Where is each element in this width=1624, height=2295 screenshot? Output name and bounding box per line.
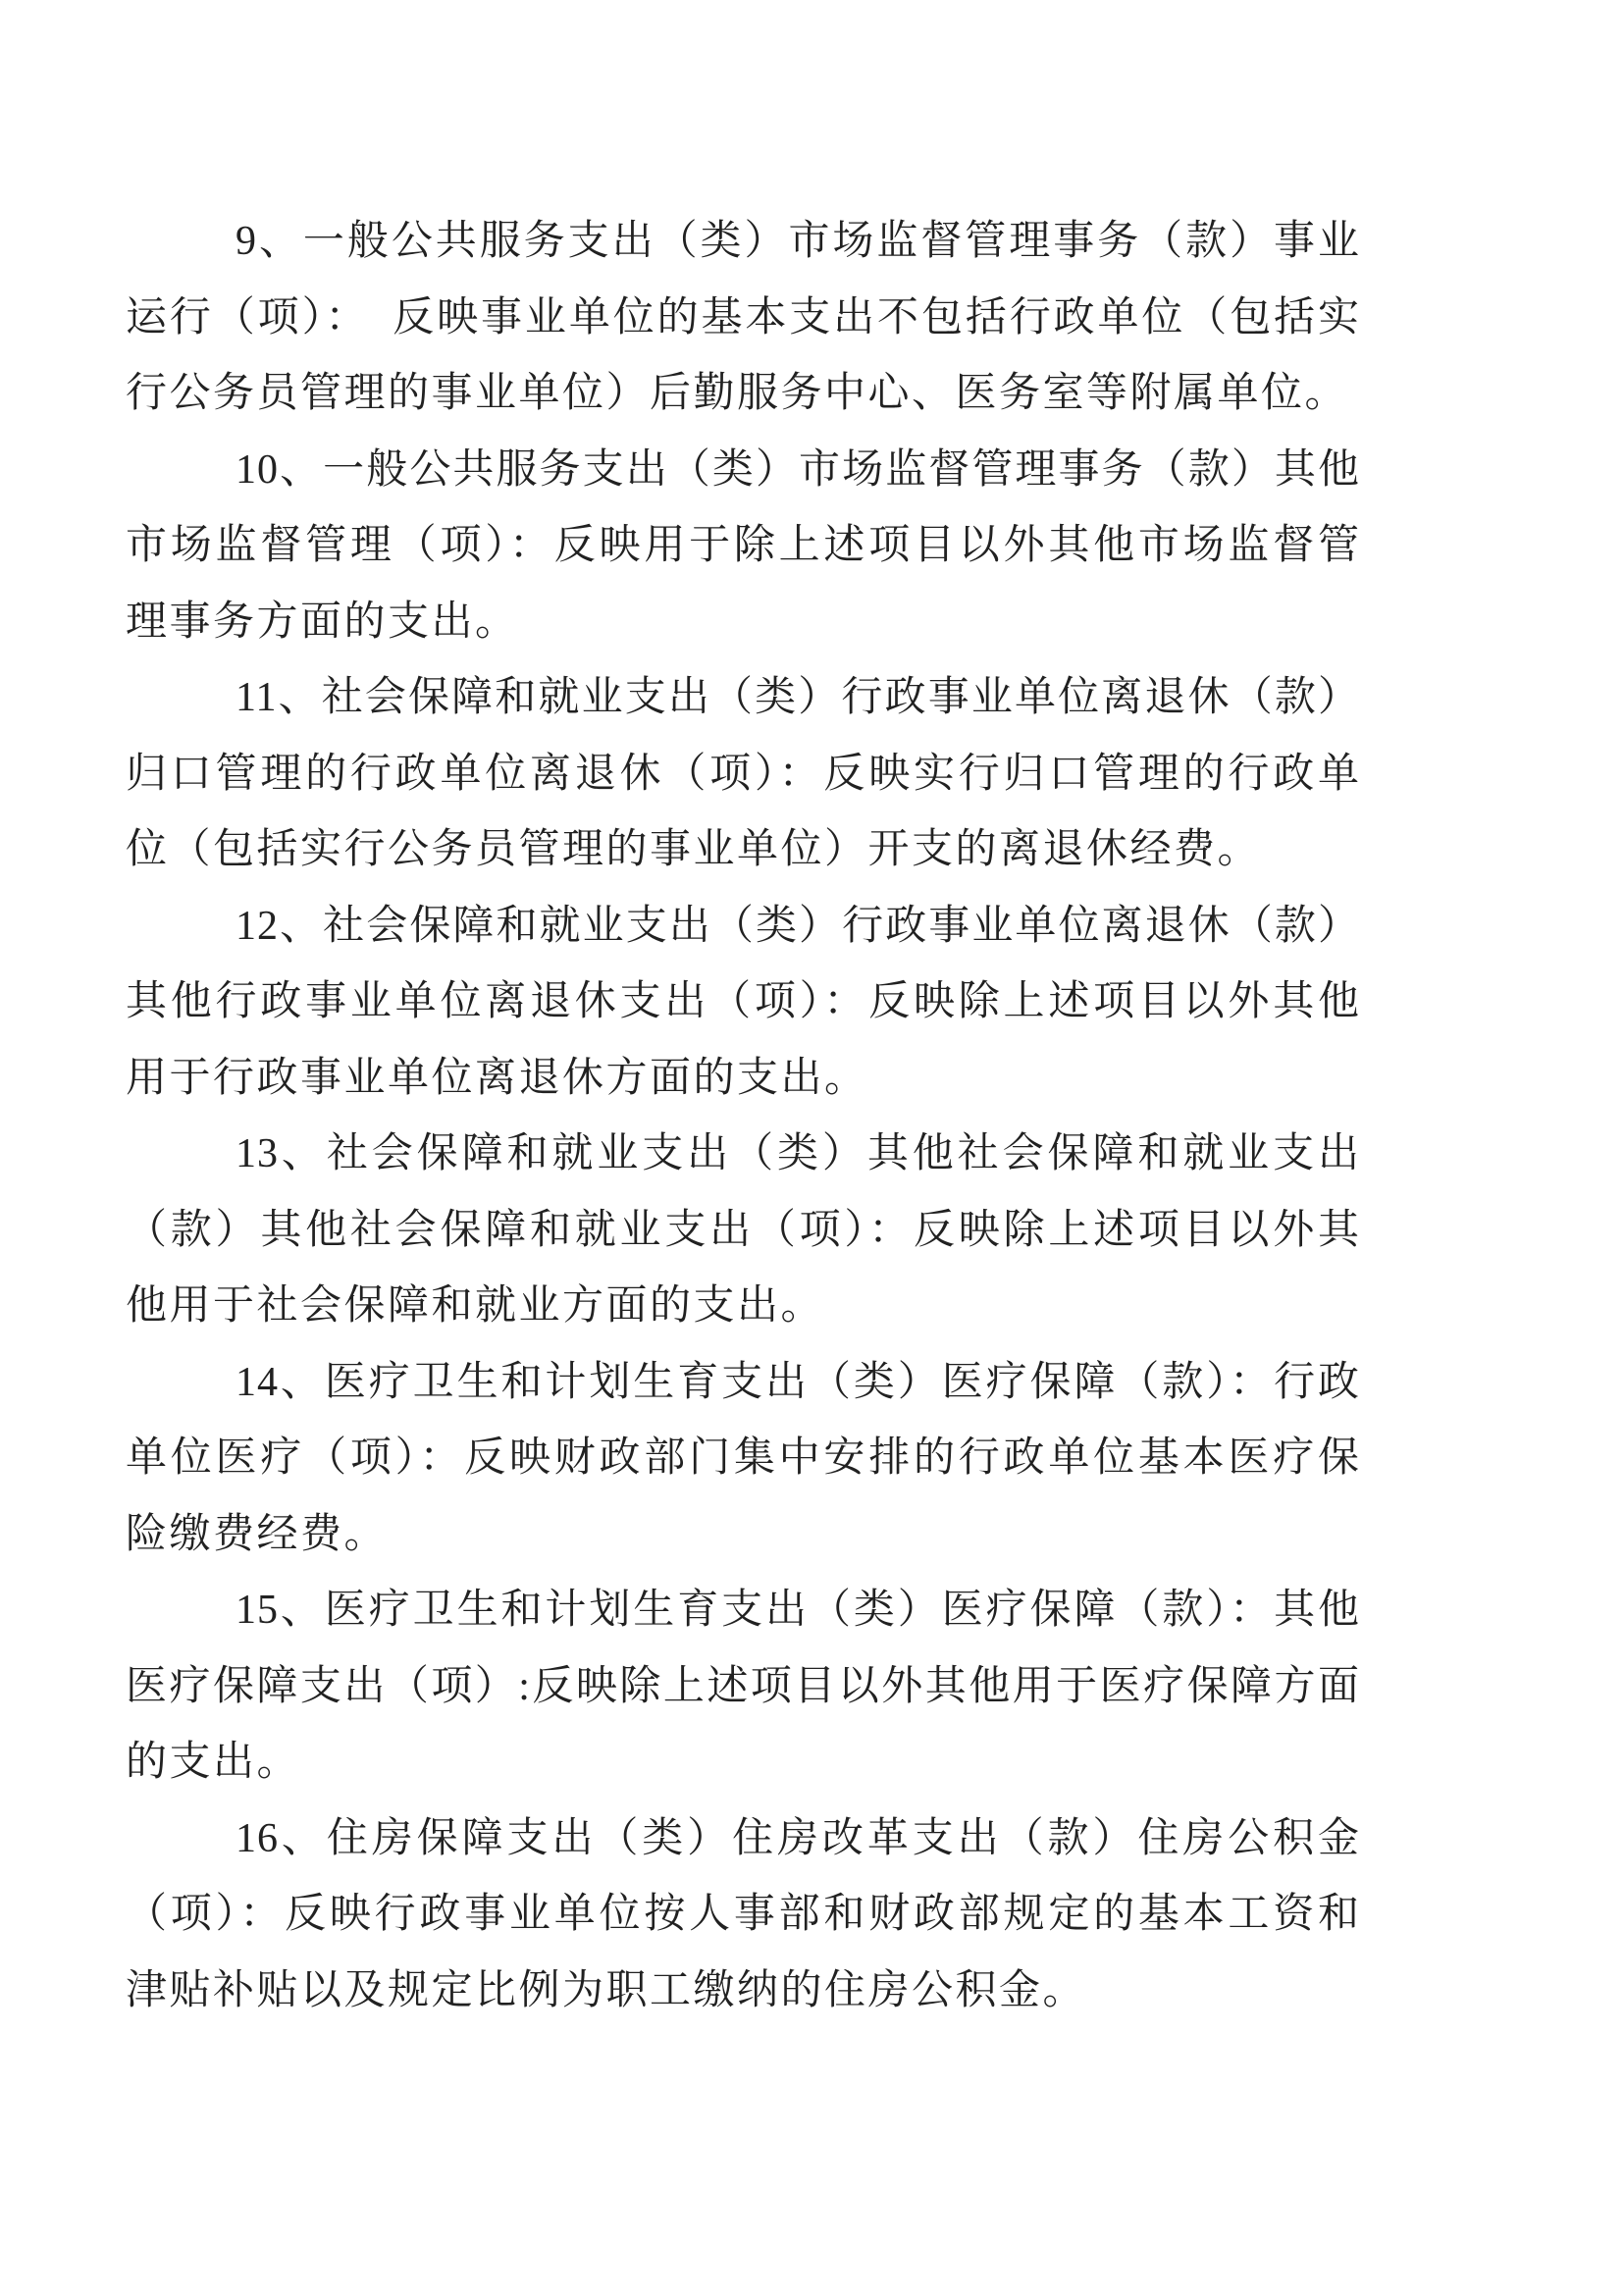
text-line: 11、社会保障和就业支出（类）行政事业单位离退休（款） — [236, 675, 1360, 720]
text-line: 单位医疗（项）：反映财政部门集中安排的行政单位基本医疗保 — [126, 1435, 1360, 1481]
text-line: 14、医疗卫生和计划生育支出（类）医疗保障（款）：行政 — [236, 1359, 1360, 1405]
text-line: 归口管理的行政单位离退休（项）：反映实行归口管理的行政单 — [126, 751, 1360, 797]
text-line: 其他行政事业单位离退休支出（项）：反映除上述项目以外其他 — [126, 979, 1360, 1024]
text-line: （项）：反映行政事业单位按人事部和财政部规定的基本工资和 — [126, 1892, 1360, 1937]
paragraph — [126, 660, 1360, 889]
text-line: 他用于社会保障和就业方面的支出。 — [126, 1283, 825, 1329]
text-line: 险缴费经费。 — [126, 1511, 389, 1557]
text-line: 9、一般公共服务支出（类）市场监督管理事务（款）事业 — [236, 219, 1360, 264]
text-line: 医疗保障支出（项）:反映除上述项目以外其他用于医疗保障方面 — [126, 1663, 1360, 1709]
paragraph — [126, 889, 1360, 1118]
text-line: 的支出。 — [126, 1740, 301, 1785]
text-line: 津贴补贴以及规定比例为职工缴纳的住房公积金。 — [126, 1967, 1087, 2013]
text-line: 13、社会保障和就业支出（类）其他社会保障和就业支出 — [236, 1131, 1360, 1176]
text-line: （款）其他社会保障和就业支出（项）：反映除上述项目以外其 — [126, 1207, 1360, 1253]
document-text-block — [126, 204, 1360, 2029]
text-line: 市场监督管理（项）：反映用于除上述项目以外其他市场监督管 — [126, 523, 1360, 568]
text-line: 行公务员管理的事业单位）后勤服务中心、医务室等附属单位。 — [126, 371, 1349, 416]
text-line: 12、社会保障和就业支出（类）行政事业单位离退休（款） — [236, 903, 1360, 949]
text-line: 理事务方面的支出。 — [126, 599, 519, 645]
paragraph — [126, 1801, 1360, 2030]
paragraph — [126, 1573, 1360, 1801]
paragraph — [126, 1345, 1360, 1574]
text-line: 10、一般公共服务支出（类）市场监督管理事务（款）其他 — [236, 446, 1360, 493]
text-line: 用于行政事业单位离退休方面的支出。 — [126, 1055, 868, 1101]
paragraph — [126, 1117, 1360, 1345]
text-line: 位（包括实行公务员管理的事业单位）开支的离退休经费。 — [126, 827, 1262, 872]
paragraph — [126, 204, 1360, 433]
paragraph — [126, 433, 1360, 661]
text-line: 运行（项）： 反映事业单位的基本支出不包括行政单位（包括实 — [126, 294, 1360, 340]
text-line: 16、住房保障支出（类）住房改革支出（款）住房公积金 — [236, 1815, 1360, 1861]
text-line: 15、医疗卫生和计划生育支出（类）医疗保障（款）：其他 — [236, 1588, 1360, 1633]
